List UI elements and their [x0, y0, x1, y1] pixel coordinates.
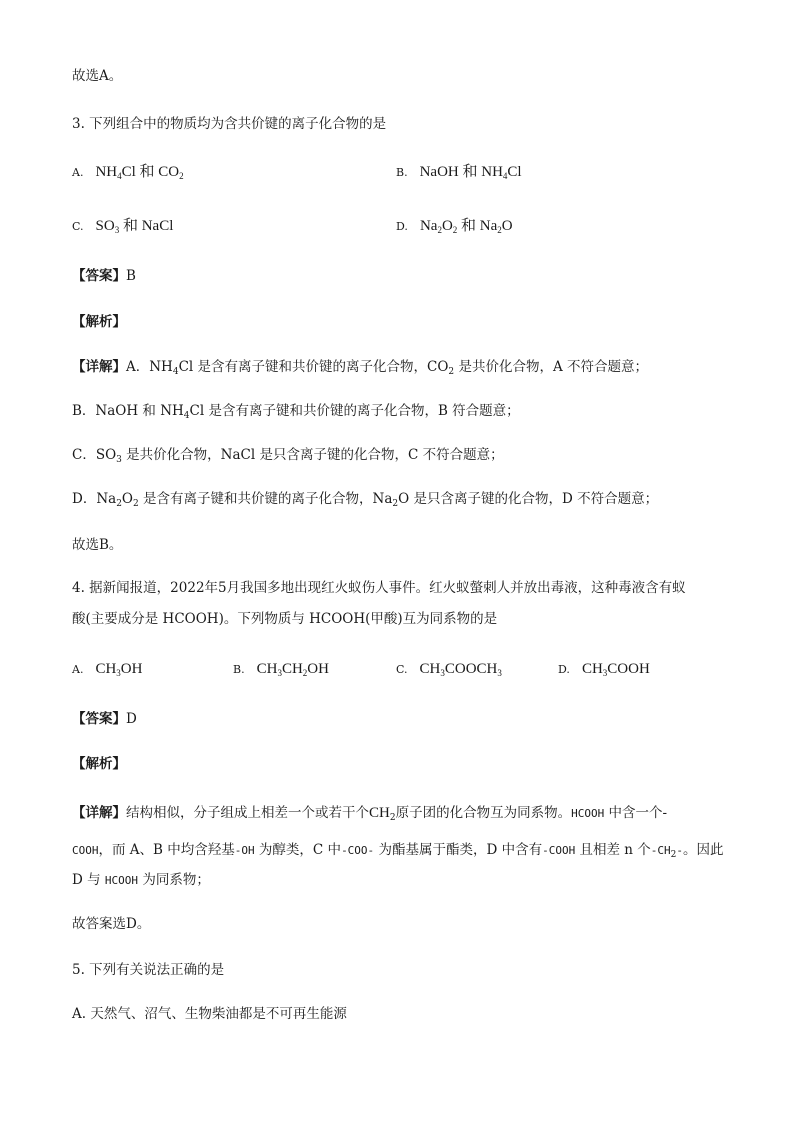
option-value: $CH_3OH$: [95, 661, 143, 678]
question-5-stem: 5. 下列有关说法正确的是: [72, 962, 225, 978]
option-key: A.: [72, 166, 84, 179]
q4-option-c: [396, 659, 502, 683]
q3-detail-line-2: B．NaOH 和 $NH_4Cl$ 是含有离子键和共价键的离子化合物，B 符合题意；: [72, 403, 520, 421]
option-value: $SO_3$ 和 NaCl: [95, 218, 174, 235]
q3-option-d: [396, 216, 513, 240]
q3-option-a: [72, 162, 184, 186]
answer-tag: 【答案】: [72, 711, 126, 727]
q3-detail-line-4: D．$Na_2O_2$ 是含有离子键和共价键的离子化合物，$Na_2O$ 是只含离子键的化合物，D 不符合题意；: [72, 491, 659, 509]
q4-answer: [72, 709, 137, 729]
option-value: NaOH 和 $NH_4Cl$: [419, 164, 522, 181]
q4-option-d: [558, 659, 650, 683]
q4-conclusion: 故答案选D。: [72, 916, 151, 932]
option-key: B.: [233, 663, 245, 676]
q4-detail-line-3: D 与 HCOOH 为同系物；: [72, 872, 210, 888]
q4-option-b: [233, 659, 329, 683]
answer-tag: 【答案】: [72, 268, 126, 284]
question-3-stem: 3. 下列组合中的物质均为含共价键的离子化合物的是: [72, 116, 387, 132]
option-value: $CH_3COOH$: [581, 661, 650, 678]
q3-option-b: [396, 162, 522, 186]
q3-answer: [72, 266, 136, 286]
q3-conclusion: 故选B。: [72, 537, 123, 553]
q5-option-a: A. 天然气、沼气、生物柴油都是不可再生能源: [72, 1006, 347, 1022]
answer-value: B: [126, 268, 136, 284]
q4-detail-line-1: 【详解】结构相似，分子组成上相差一个或若干个$CH_2$原子团的化合物互为同系物。HCOOH 中含一个-: [72, 805, 668, 823]
detail-tag: 【详解】: [72, 359, 126, 375]
answer-value: D: [126, 711, 137, 727]
option-value: $Na_2O_2$ 和 $Na_2O$: [419, 218, 513, 235]
q4-detail-line-2: COOH，而 A、B 中均含羟基-OH 为醇类，C 中-COO- 为酯基属于酯类，D 中含有-COOH 且相差 n 个$-CH_2-$。因此: [72, 842, 724, 860]
q4-option-a: [72, 659, 142, 683]
q3-detail-line-3: C．$SO_3$ 是共价化合物，NaCl 是只含离子键的化合物，C 不符合题意；: [72, 447, 504, 465]
q3-analysis-tag: 【解析】: [72, 314, 126, 330]
option-value: $NH_4Cl$ 和 $CO_2$: [95, 164, 184, 181]
option-value: $CH_3COOCH_3$: [419, 661, 502, 678]
question-4-stem-line-1: 4. 据新闻报道，2022年5月我国多地出现红火蚁伤人事件。红火蚁螫刺人并放出毒液，这种毒液含有蚁: [72, 580, 686, 596]
conclusion-q2: 故选A。: [72, 68, 123, 84]
option-key: C.: [396, 663, 408, 676]
option-key: A.: [72, 663, 84, 676]
q3-option-c: [72, 216, 173, 240]
option-key: C.: [72, 220, 84, 233]
option-key: D.: [558, 663, 570, 676]
option-key: D.: [396, 220, 408, 233]
option-value: $CH_3CH_2OH$: [256, 661, 329, 678]
option-key: B.: [396, 166, 408, 179]
question-4-stem-line-2: 酸(主要成分是 HCOOH)。下列物质与 HCOOH(甲酸)互为同系物的是: [72, 611, 498, 627]
q3-detail-line-1: 【详解】A．$NH_4Cl$ 是含有离子键和共价键的离子化合物，$CO_2$ 是共价化合物，A 不符合题意；: [72, 359, 648, 377]
detail-tag: 【详解】: [72, 805, 126, 821]
q4-analysis-tag: 【解析】: [72, 756, 126, 772]
